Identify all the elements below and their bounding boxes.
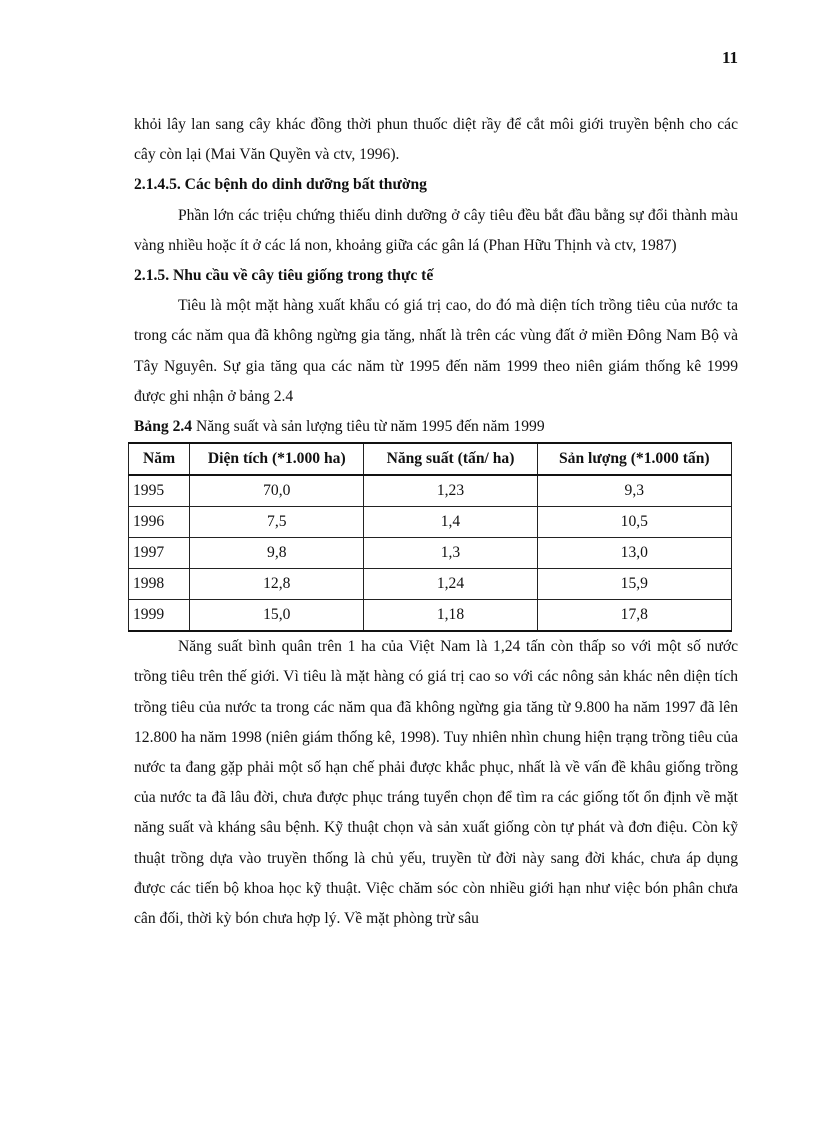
table-row [129,600,732,632]
cell-yield: 1,18 [364,600,537,632]
cell-year: 1999 [129,600,190,632]
header-output: Sản lượng (*1.000 tấn) [537,443,731,475]
yield-table [128,442,732,632]
table-row [129,569,732,600]
table-row [129,475,732,507]
paragraph-3: Tiêu là một mặt hàng xuất khẩu có giá trị cao, do đó mà diện tích trồng tiêu của nước ta trong các năm qua đã không ngừng gia tăng, nhất là trên các vùng đất ở miền Đông Nam Bộ và Tây Nguyên. Sự gia tăng qua các năm từ 1995 đến năm 1999 theo niên giám thống kê 1999 được ghi nhận ở bảng 2.4 [134,297,738,405]
cell-output: 13,0 [537,538,731,569]
cell-yield: 1,23 [364,475,537,507]
cell-output: 10,5 [537,507,731,538]
cell-year: 1997 [129,538,190,569]
table-header-row [129,443,732,475]
cell-area: 15,0 [190,600,364,632]
cell-year: 1995 [129,475,190,507]
section-heading-2-1-5: 2.1.5. Nhu cầu về cây tiêu giống trong thực tế [134,267,434,285]
cell-yield: 1,24 [364,569,537,600]
page-number: 11 [721,48,738,67]
cell-yield: 1,3 [364,538,537,569]
header-year: Năm [129,443,190,475]
paragraph-4: Năng suất bình quân trên 1 ha của Việt Nam là 1,24 tấn còn thấp so với một số nước trồng tiêu trên thế giới. Vì tiêu là mặt hàng có giá trị cao so với các nông sản khác nên diện tích trồng tiêu của nước ta trong các năm qua đã không ngừng gia tăng từ 9.800 ha năm 1997 đã lên 12.800 ha năm 1998 (niên giám thống kê, 1998). Tuy nhiên nhìn chung hiện trạng trồng tiêu của nước ta đang gặp phải một số hạn chế phải được khắc phục, nhất là về vấn đề khâu giống trồng của nước ta đã lâu đời, chưa được phục tráng tuyển chọn để tìm ra các giống tốt ổn định về mặt năng suất và kháng sâu bệnh. Kỹ thuật chọn và sản xuất giống còn tự phát và đơn điệu. Còn kỹ thuật trồng dựa vào truyền thống là chủ yếu, truyền từ đời này sang đời khác, chưa áp dụng được các tiến bộ khoa học kỹ thuật. Việc chăm sóc còn nhiều giới hạn như việc bón phân chưa cân đối, thời kỳ bón chưa hợp lý. Về mặt phòng trừ sâu [134,638,738,928]
table-caption-label: Bảng 2.4 [134,418,193,436]
cell-area: 7,5 [190,507,364,538]
cell-year: 1998 [129,569,190,600]
cell-yield: 1,4 [364,507,537,538]
paragraph-2: Phần lớn các triệu chứng thiếu dinh dưỡng ở cây tiêu đều bắt đầu bằng sự đổi thành màu vàng nhiều hoặc ít ở các lá non, khoảng giữa các gân lá (Phan Hữu Thịnh và ctv, 1987) [134,206,738,254]
page-content [134,110,738,934]
cell-output: 17,8 [537,600,731,632]
table-row [129,507,732,538]
cell-area: 12,8 [190,569,364,600]
table-row [129,538,732,569]
paragraph-1: khỏi lây lan sang cây khác đồng thời phun thuốc diệt rầy để cắt môi giới truyền bệnh cho các cây còn lại (Mai Văn Quyền và ctv, 1996). [134,116,738,164]
section-heading-2-1-4-5: 2.1.4.5. Các bệnh do dinh dưỡng bất thường [134,176,427,194]
cell-year: 1996 [129,507,190,538]
cell-output: 15,9 [537,569,731,600]
header-yield: Năng suất (tấn/ ha) [364,443,537,475]
cell-area: 9,8 [190,538,364,569]
cell-area: 70,0 [190,475,364,507]
header-area: Diện tích (*1.000 ha) [190,443,364,475]
table-caption-text: Năng suất và sản lượng tiêu từ năm 1995 đến năm 1999 [192,418,545,436]
table-caption [134,412,738,442]
cell-output: 9,3 [537,475,731,507]
